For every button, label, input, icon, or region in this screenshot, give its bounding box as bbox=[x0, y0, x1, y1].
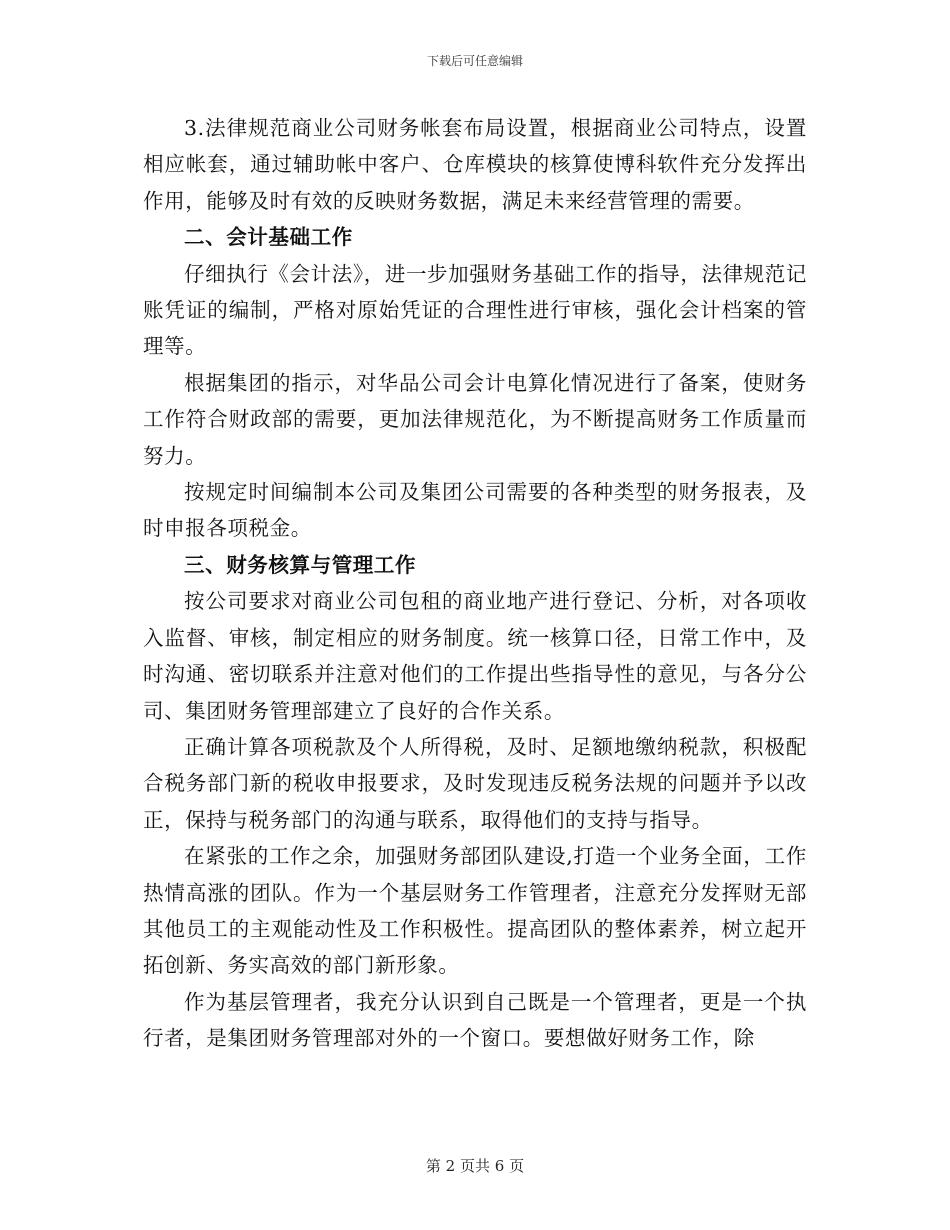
paragraph-7: 在紧张的工作之余，加强财务部团队建设,打造一个业务全面，工作热情高涨的团队。作为一个基层财务工作管理者，注意充分发挥财无部其他员工的主观能动性及工作积极性。提高团队的整体素养，树立起开拓创新、务实高效的部门新形象。 bbox=[143, 844, 807, 978]
paragraph-3: 根据集团的指示，对华品公司会计电算化情况进行了备案，使财务工作符合财政部的需要，更加法律规范化，为不断提高财务工作质量而努力。 bbox=[143, 370, 807, 468]
section-heading-2: 二、会计基础工作 bbox=[184, 225, 353, 250]
section-heading-3: 三、财务核算与管理工作 bbox=[184, 552, 417, 577]
paragraph-2: 仔细执行《会计法》，进一步加强财务基础工作的指导，法律规范记账凭证的编制，严格对原始凭证的合理性进行审核，强化会计档案的管理等。 bbox=[143, 261, 807, 359]
page-number-footer: 第 2 页共 6 页 bbox=[425, 1157, 525, 1175]
page-header-note: 下载后可任意编辑 bbox=[426, 54, 523, 68]
paragraph-6: 正确计算各项税款及个人所得税，及时、足额地缴纳税款，积极配合税务部门新的税收申报要求，及时发现违反税务法规的问题并予以改正，保持与税务部门的沟通与联系，取得他们的支持与指导。 bbox=[143, 734, 807, 832]
paragraph-4: 按规定时间编制本公司及集团公司需要的各种类型的财务报表，及时申报各项税金。 bbox=[143, 480, 807, 541]
paragraph-8: 作为基层管理者，我充分认识到自己既是一个管理者，更是一个执行者，是集团财务管理部对外的一个窗口。要想做好财务工作，除 bbox=[143, 989, 807, 1051]
paragraph-5: 按公司要求对商业公司包租的商业地产进行登记、分析，对各项收入监督、审核，制定相应的财务制度。统一核算口径，日常工作中，及时沟通、密切联系并注意对他们的工作提出些指导性的意见，与各分公司、集团财务管理部建立了良好的合作关系。 bbox=[143, 589, 807, 723]
document-body bbox=[143, 110, 807, 1057]
paragraph-1: 3.法律规范商业公司财务帐套布局设置，根据商业公司特点，设置相应帐套，通过辅助帐中客户、仓库模块的核算使博科软件充分发挥出作用，能够及时有效的反映财务数据，满足未来经营管理的需要。 bbox=[143, 116, 807, 213]
